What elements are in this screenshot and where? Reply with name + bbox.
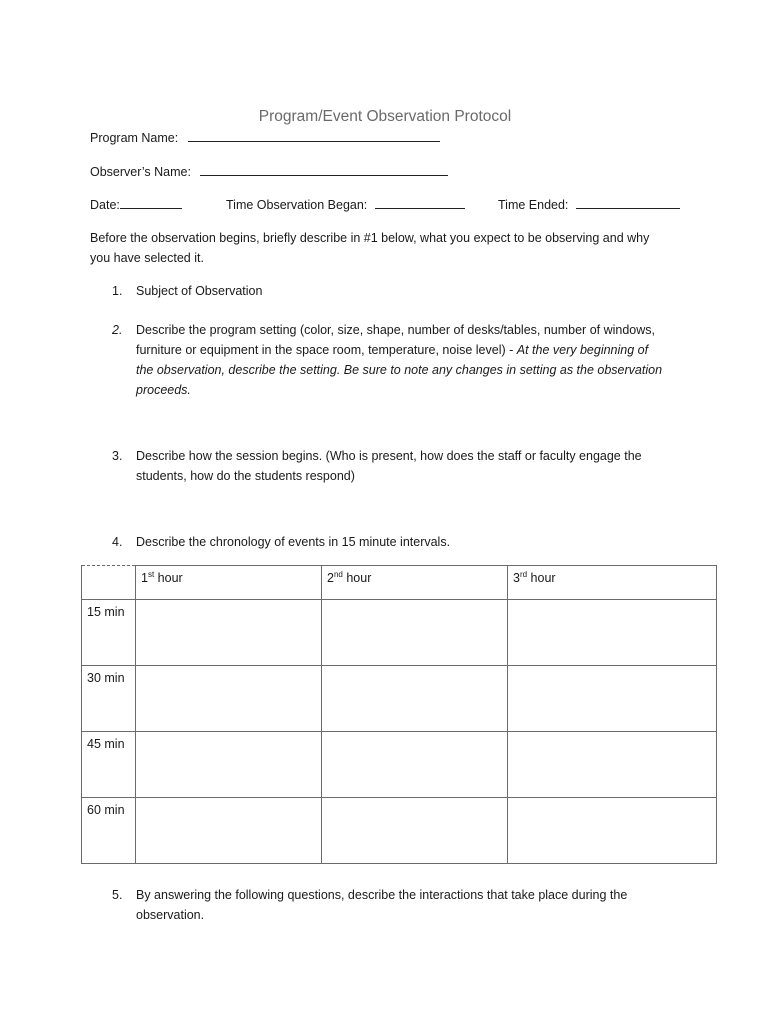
time-began-field[interactable]: [375, 195, 465, 209]
header-hour-1: 1st hour: [136, 566, 322, 600]
item-3-line-2: students, how do the students respond): [136, 469, 355, 483]
time-began-row: [226, 195, 465, 215]
row-label: 45 min: [82, 732, 136, 798]
table-row: [82, 600, 717, 666]
table-cell[interactable]: [322, 732, 508, 798]
chronology-table: [81, 565, 717, 864]
table-cell[interactable]: [508, 798, 717, 864]
table-cell[interactable]: [508, 666, 717, 732]
row-label: 60 min: [82, 798, 136, 864]
item-2-number: 2.: [112, 323, 123, 337]
date-row: [90, 195, 182, 215]
item-5-line-2: observation.: [136, 908, 205, 922]
observer-name-row: [90, 162, 448, 182]
program-name-field[interactable]: [188, 128, 440, 142]
item-1-number: 1.: [112, 284, 123, 298]
table-cell[interactable]: [136, 600, 322, 666]
row-label: 15 min: [82, 600, 136, 666]
page-title: Program/Event Observation Protocol: [258, 108, 512, 125]
table-cell[interactable]: [136, 798, 322, 864]
program-name-label: Program Name:: [90, 131, 179, 145]
item-3-number: 3.: [112, 449, 123, 463]
program-name-row: [90, 128, 440, 148]
item-2-line-2: furniture or equipment in the space room, temperature, noise level) - At the very beginning of: [136, 343, 649, 357]
table-cell[interactable]: [322, 600, 508, 666]
header-hour-2: 2nd hour: [322, 566, 508, 600]
table-cell[interactable]: [136, 666, 322, 732]
table-cell[interactable]: [322, 666, 508, 732]
item-2-line-4: proceeds.: [136, 383, 191, 397]
observer-name-label: Observer’s Name:: [90, 165, 191, 179]
intro-line-2: you have selected it.: [90, 251, 204, 265]
table-cell[interactable]: [508, 600, 717, 666]
date-field[interactable]: [120, 195, 182, 209]
observer-name-field[interactable]: [200, 162, 448, 176]
table-cell[interactable]: [508, 732, 717, 798]
table-row: [82, 732, 717, 798]
time-ended-field[interactable]: [576, 195, 680, 209]
header-hour-3: 3rd hour: [508, 566, 717, 600]
table-header-row: [82, 566, 717, 600]
intro-line-1: Before the observation begins, briefly describe in #1 below, what you expect to be observing and why: [90, 231, 650, 245]
table-cell[interactable]: [136, 732, 322, 798]
time-ended-label: Time Ended:: [498, 198, 569, 212]
date-label: Date:: [90, 198, 120, 212]
item-4-number: 4.: [112, 535, 123, 549]
item-2-line-1: Describe the program setting (color, size, shape, number of desks/tables, number of windows,: [136, 323, 656, 337]
time-ended-row: [498, 195, 680, 215]
item-2-line-3: the observation, describe the setting. Be sure to note any changes in setting as the observation: [136, 363, 663, 377]
item-5-line-1: By answering the following questions, describe the interactions that take place during the: [136, 888, 628, 902]
item-4-text: Describe the chronology of events in 15 minute intervals.: [136, 535, 451, 549]
item-3-line-1: Describe how the session begins. (Who is present, how does the staff or faculty engage the: [136, 449, 642, 463]
row-label: 30 min: [82, 666, 136, 732]
item-5-number: 5.: [112, 888, 123, 902]
item-1-text: Subject of Observation: [136, 284, 263, 298]
table-corner-cell: [82, 566, 136, 600]
time-began-label: Time Observation Began:: [226, 198, 368, 212]
table-row: [82, 798, 717, 864]
table-cell[interactable]: [322, 798, 508, 864]
table-row: [82, 666, 717, 732]
